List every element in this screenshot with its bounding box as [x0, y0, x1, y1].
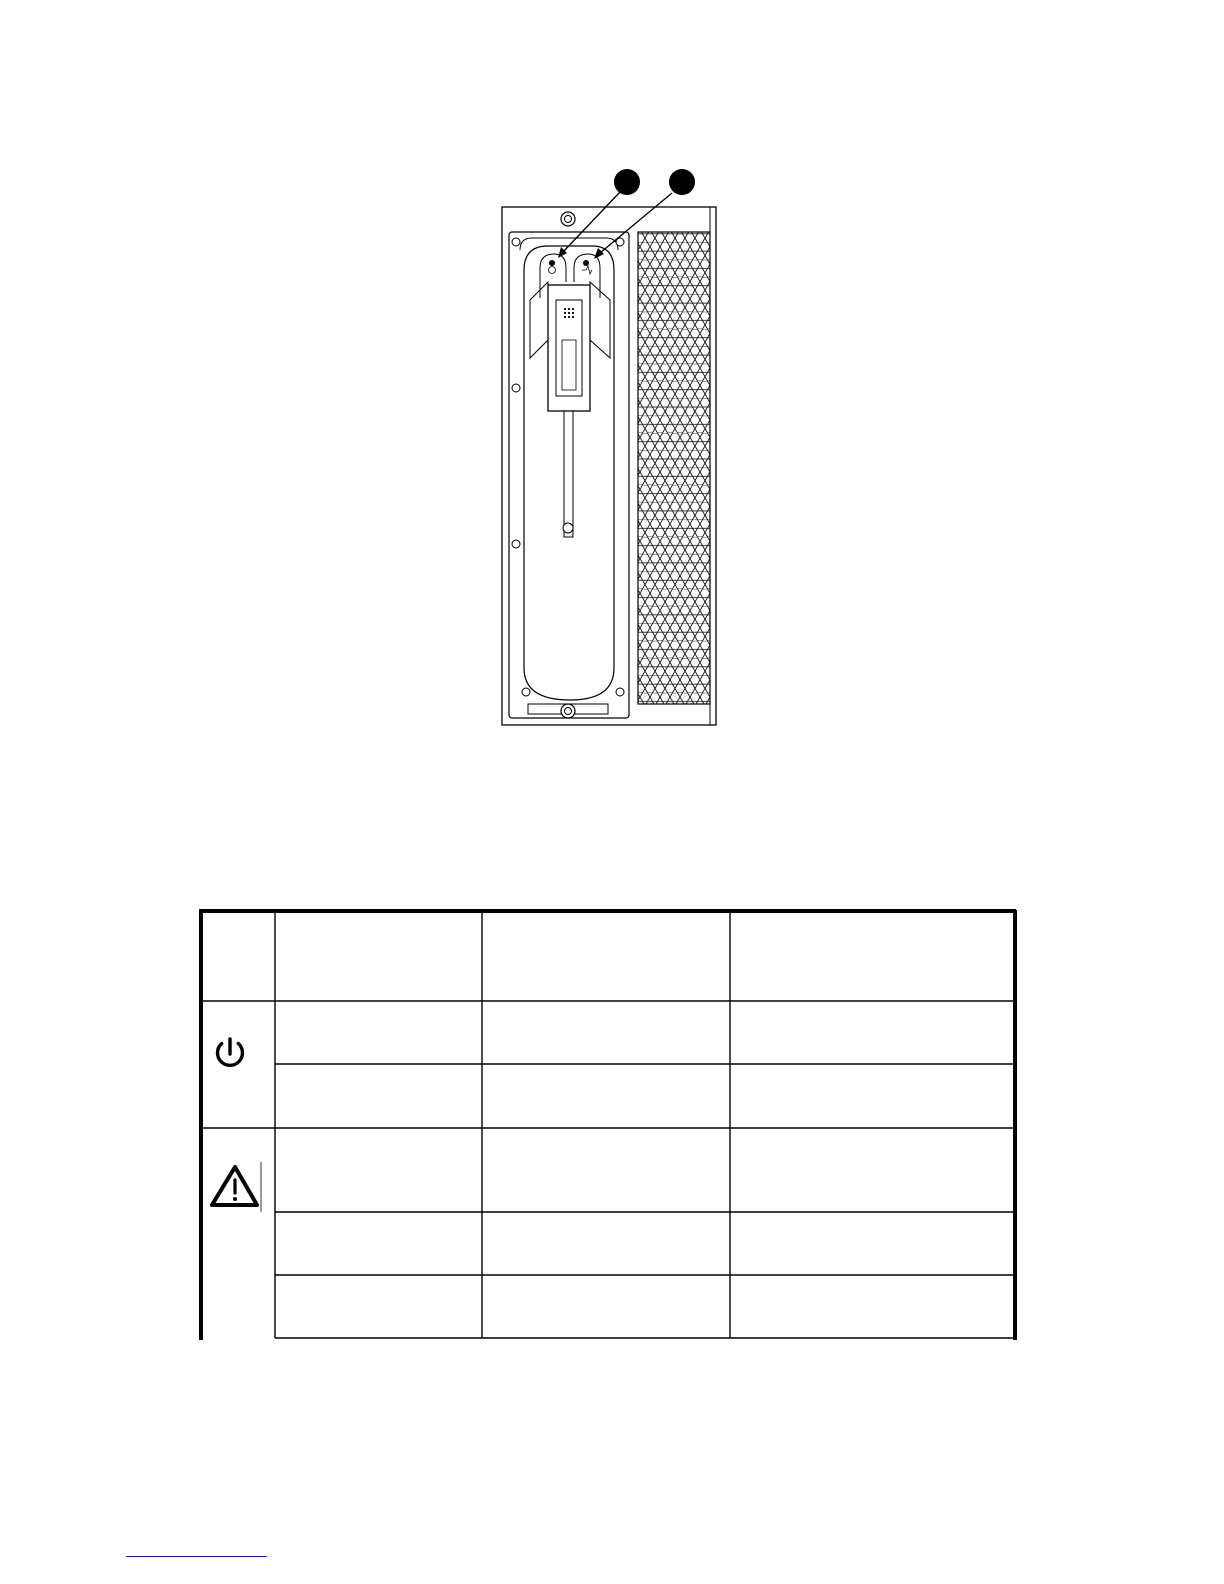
- bottom-screw: [561, 704, 575, 718]
- drive-carrier-illustration: [490, 160, 730, 740]
- led-status-table: [198, 908, 1018, 1340]
- footer-link-underline[interactable]: [126, 1556, 267, 1557]
- vent-mesh: [638, 232, 710, 704]
- power-icon: [217, 1039, 242, 1065]
- warning-triangle-icon: [212, 1162, 261, 1212]
- top-screw: [561, 212, 575, 226]
